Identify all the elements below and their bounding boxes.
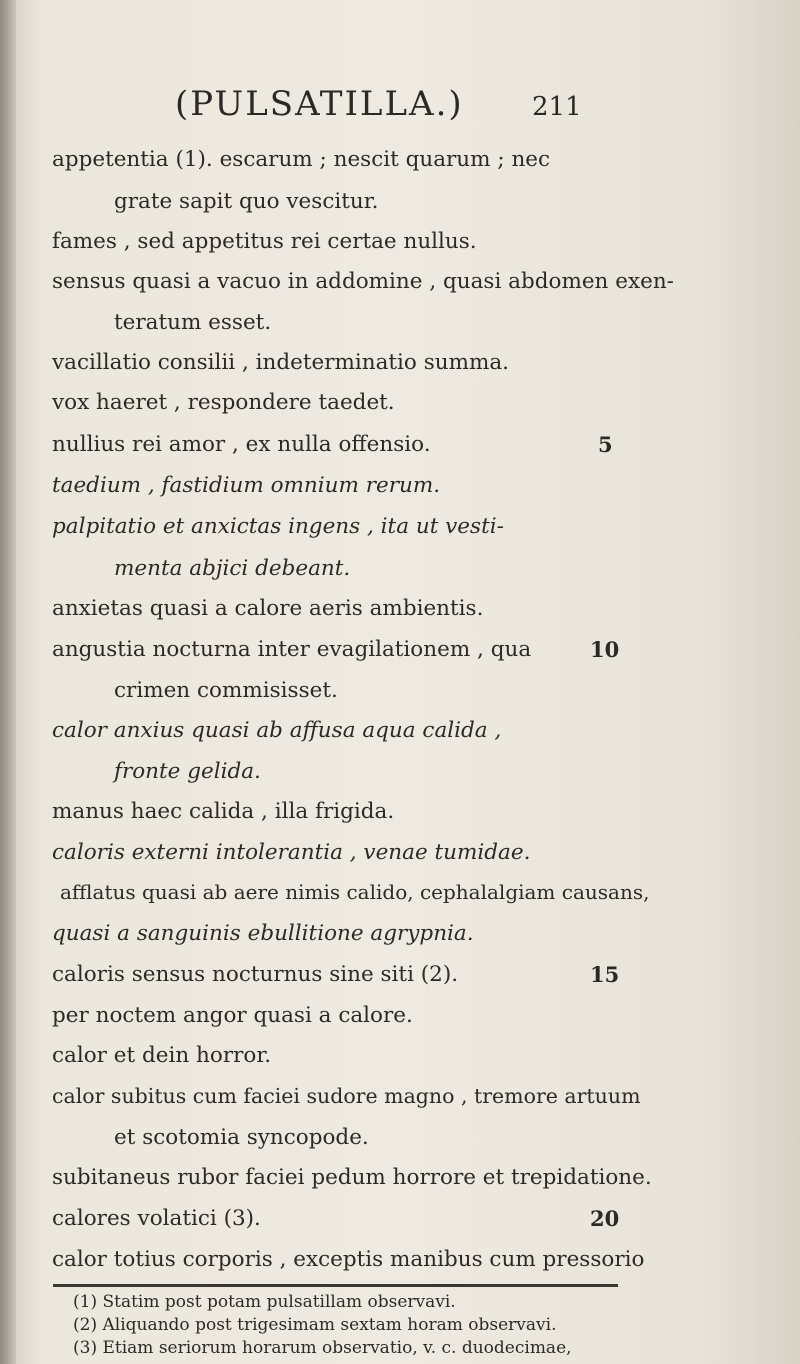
text-line: afflatus quasi ab aere nimis calido, cephalalgiam causans,	[60, 880, 650, 904]
text-line: sensus quasi a vacuo in addomine , quasi abdomen exen-	[52, 269, 674, 294]
text-line: grate sapit quo vescitur.	[114, 189, 379, 214]
text-line: anxietas quasi a calore aeris ambientis.	[52, 596, 484, 621]
footnote: (1) Statim post potam pulsatillam observavi.	[73, 1292, 456, 1312]
text-line: caloris externi intolerantia , venae tumidae.	[52, 840, 531, 865]
footnote: (2) Aliquando post trigesimam sextam horam observavi.	[73, 1315, 557, 1335]
text-line: calores volatici (3).	[52, 1206, 261, 1231]
text-line: teratum esset.	[114, 310, 272, 335]
text-line: taedium , fastidium omnium rerum.	[52, 473, 441, 498]
line-number: 15	[590, 962, 620, 987]
running-title: (PULSATILLA.)	[175, 84, 464, 124]
text-line: calor et dein horror.	[52, 1043, 272, 1068]
line-number: 10	[590, 637, 620, 662]
text-line: nullius rei amor , ex nulla offensio.	[52, 432, 431, 457]
text-line: subitaneus rubor faciei pedum horrore et trepidatione.	[52, 1165, 652, 1190]
text-line: et scotomia syncopode.	[114, 1125, 369, 1150]
line-number: 5	[598, 432, 613, 457]
line-number: 20	[590, 1206, 620, 1231]
text-line: calor anxius quasi ab affusa aqua calida ,	[52, 718, 502, 743]
text-line: caloris sensus nocturnus sine siti (2).	[52, 962, 459, 987]
text-line: appetentia (1). escarum ; nescit quarum ; nec	[52, 147, 551, 172]
text-line: menta abjici debeant.	[114, 556, 351, 581]
text-line: vacillatio consilii , indeterminatio summa.	[52, 350, 510, 375]
text-line: calor subitus cum faciei sudore magno , tremore artuum	[52, 1084, 641, 1108]
text-line: vox haeret , respondere taedet.	[52, 390, 395, 415]
text-line: quasi a sanguinis ebullitione agrypnia.	[52, 921, 474, 946]
footnote-rule	[53, 1284, 618, 1287]
text-line: fronte gelida.	[114, 759, 261, 784]
text-line: manus haec calida , illa frigida.	[52, 799, 395, 824]
page-number: 211	[532, 92, 582, 122]
text-line: crimen commisisset.	[114, 678, 338, 703]
text-line: calor totius corporis , exceptis manibus cum pressorio	[52, 1247, 645, 1272]
page-gutter	[0, 0, 16, 1364]
text-line: per noctem angor quasi a calore.	[52, 1003, 413, 1028]
footnote: (3) Etiam seriorum horarum observatio, v. c. duodecimae,	[73, 1338, 572, 1358]
text-line: palpitatio et anxictas ingens , ita ut vesti-	[52, 514, 504, 539]
text-line: angustia nocturna inter evagilationem , qua	[52, 637, 532, 662]
text-line: fames , sed appetitus rei certae nullus.	[52, 229, 477, 254]
page-header	[0, 84, 800, 134]
